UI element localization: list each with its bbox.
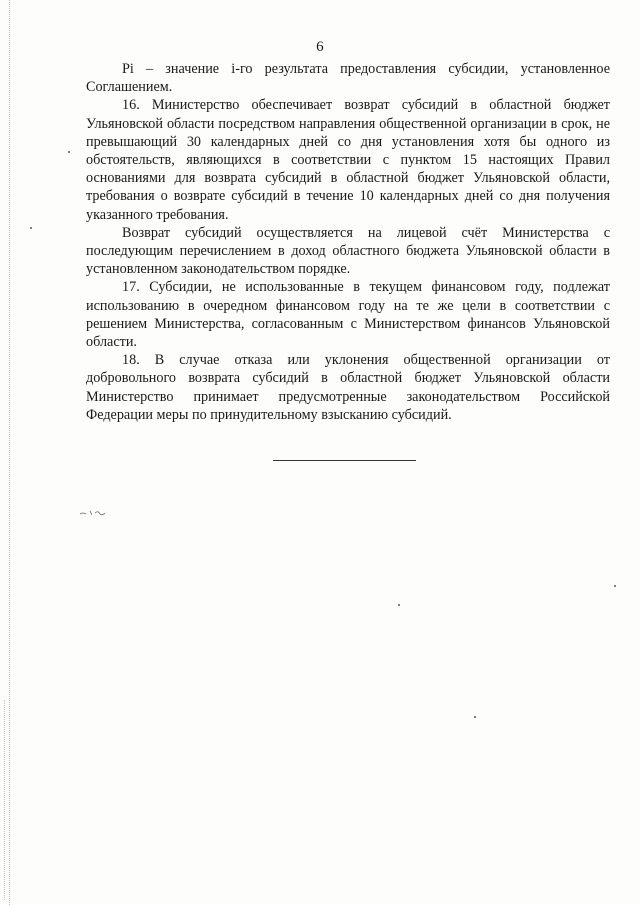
scan-speck	[474, 716, 476, 718]
page-number: 6	[316, 39, 324, 55]
scan-speck	[68, 151, 70, 153]
paragraph-16: 16. Министерство обеспечивает возврат субсидий в областной бюджет Ульяновской области посредством направления общественной организации в срок, не превышающий 30 календарных дней со дня установления хотя бы одного из обстоятельств, являющихся в соответствии с пунктом 15 настоящих Правил основаниями для возврата субсидий в областной бюджет Ульяновской области, требования о возврате субсидий в течение 10 календарных дней со дня получения указанного требования.	[86, 97, 610, 223]
paragraph-refund-account: Возврат субсидий осуществляется на лицевой счёт Министерства с последующим перечислением в доход областного бюджета Ульяновской области в установленном законодательством порядке.	[86, 224, 610, 278]
scan-edge-line	[9, 0, 10, 905]
scan-speck	[614, 585, 616, 587]
paragraph-18: 18. В случае отказа или уклонения общественной организации от добровольного возврата субсидий в областной бюджет Ульяновской области Министерство принимает предусмотренные законодательством Российской Федерации меры по принудительному взысканию субсидий.	[86, 352, 610, 423]
scan-mark	[78, 506, 108, 520]
end-separator-line	[273, 460, 416, 461]
scan-edge-line	[4, 700, 5, 900]
paragraph-17: 17. Субсидии, не использованные в текущем финансовом году, подлежат использованию в очередном финансовом году на те же цели в соответствии с решением Министерства, согласованным с Министерством финансов Ульяновской области.	[86, 279, 610, 351]
paragraph-pi-definition: Pi – значение i-го результата предоставления субсидии, установленное Соглашением.	[86, 61, 610, 96]
scan-speck	[398, 604, 400, 606]
document-body	[86, 60, 610, 424]
scan-speck	[30, 227, 32, 229]
